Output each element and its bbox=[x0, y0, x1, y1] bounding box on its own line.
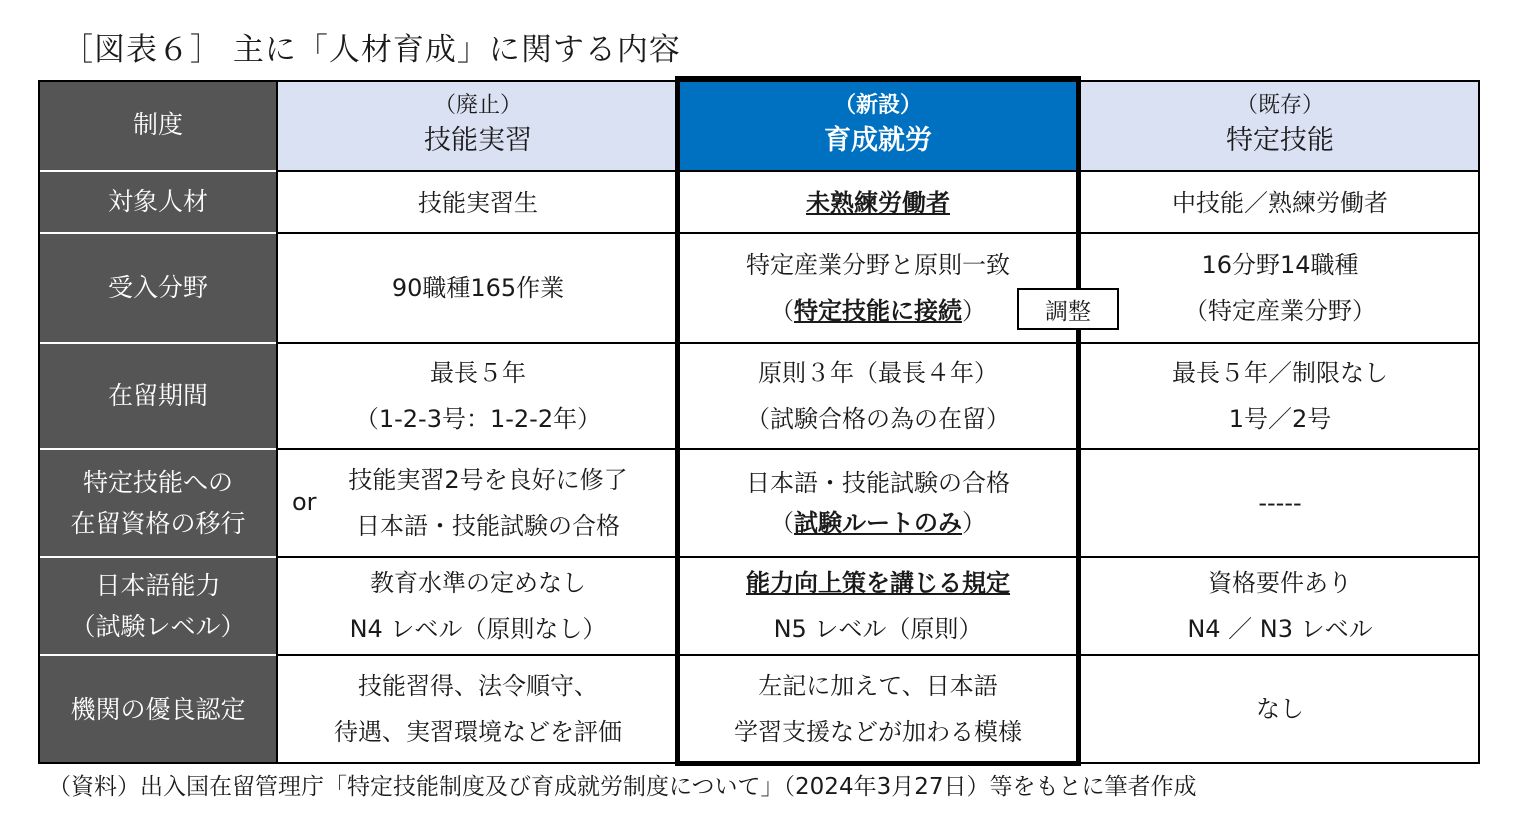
cell-certification-old: 技能習得、法令順守、 待遇、実習環境などを評価 bbox=[334, 671, 622, 746]
cell-duration-old: 最長５年 （1-2-3号：1-2-2年） bbox=[354, 358, 602, 433]
page-title: ［図表６］ 主に「人材育成」に関する内容 bbox=[62, 32, 681, 68]
comparison-table bbox=[38, 80, 1480, 764]
cell-target-new: 未熟練労働者 bbox=[806, 188, 950, 217]
cell-duration-existing: 最長５年／制限なし 1号／2号 bbox=[1172, 358, 1388, 433]
cell-field-old: 90職種165作業 bbox=[391, 273, 565, 302]
row-label-transition: 特定技能への 在留資格の移行 bbox=[38, 450, 278, 558]
column-name-existing: 特定技能 bbox=[1226, 125, 1334, 157]
adjust-box bbox=[1017, 288, 1119, 330]
header-label: 制度 bbox=[132, 110, 183, 140]
cell-target-existing: 中技能／熟練労働者 bbox=[1172, 188, 1388, 217]
cell-target-old: 技能実習生 bbox=[418, 188, 538, 217]
cell-field-existing: 16分野14職種 （特定産業分野） bbox=[1184, 250, 1376, 325]
cell-japanese-new: 能力向上策を講じる規定 N5 レベル（原則） bbox=[746, 568, 1010, 643]
source-note: （資料）出入国在留管理庁「特定技能制度及び育成就労制度について」（2024年3月27日）等をもとに筆者作成 bbox=[48, 774, 1197, 800]
column-status-new: （新設） bbox=[833, 93, 922, 119]
cell-japanese-existing: 資格要件あり N4 ／ N3 レベル bbox=[1187, 568, 1373, 643]
adjust-label: 調整 bbox=[1045, 298, 1091, 325]
cell-certification-new: 左記に加えて、日本語 学習支援などが加わる模様 bbox=[734, 671, 1022, 746]
cell-transition-existing: ----- bbox=[1258, 488, 1302, 517]
cell-transition-new: 日本語・技能試験の合格 （試験ルートのみ） bbox=[746, 468, 1010, 537]
cell-japanese-old: 教育水準の定めなし N4 レベル（原則なし） bbox=[349, 568, 607, 643]
column-name-old: 技能実習 bbox=[424, 125, 532, 157]
row-label-target: 対象人材 bbox=[38, 172, 278, 234]
cell-certification-existing: なし bbox=[1256, 694, 1304, 723]
cell-duration-new: 原則３年（最長４年） （試験合格の為の在留） bbox=[746, 358, 1010, 433]
or-label: or bbox=[292, 488, 317, 516]
row-label-japanese: 日本語能力 （試験レベル） bbox=[38, 558, 278, 656]
cell-transition-old: 技能実習2号を良好に修了 日本語・技能試験の合格 bbox=[348, 465, 628, 540]
row-label-certification: 機関の優良認定 bbox=[38, 656, 278, 764]
column-status-existing: （既存） bbox=[1235, 93, 1324, 119]
row-label-field: 受入分野 bbox=[38, 234, 278, 344]
row-label-duration: 在留期間 bbox=[38, 344, 278, 450]
cell-field-new: 特定産業分野と原則一致 （特定技能に接続） bbox=[746, 250, 1010, 325]
column-status-old: （廃止） bbox=[433, 93, 522, 119]
column-name-new: 育成就労 bbox=[824, 125, 932, 157]
table-border bbox=[38, 80, 1480, 764]
